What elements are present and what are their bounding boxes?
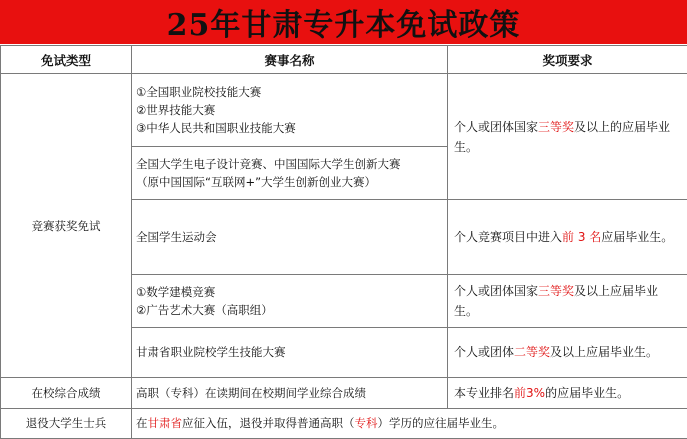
requirement-text: 个人竞赛项目中进入 xyxy=(454,229,563,244)
requirement-text: 个人或团体国家 xyxy=(454,283,539,298)
requirement-cell xyxy=(448,199,687,274)
veteran-highlight: 专科 xyxy=(354,416,378,431)
event-line: ③中华人民共和国职业技能大赛 xyxy=(136,121,296,136)
event-line: 全国大学生电子设计竞赛、中国国际大学生创新大赛 xyxy=(136,157,401,172)
page-title: 25年甘肃专升本免试政策 xyxy=(166,8,521,43)
requirement-text: 本专业排名 xyxy=(454,385,515,400)
event-cell xyxy=(132,274,448,327)
policy-table xyxy=(0,45,687,439)
event-line: ①数学建模竞赛 xyxy=(136,284,216,299)
requirement-highlight: 三等奖 xyxy=(538,119,575,134)
event-line: 全国学生运动会 xyxy=(136,229,217,244)
type-cell-veteran xyxy=(1,408,132,438)
veteran-text-cell xyxy=(132,408,687,438)
type-cell-competition xyxy=(1,74,132,378)
header-type: 免试类型 xyxy=(1,46,132,74)
type-label: 竞赛获奖免试 xyxy=(31,218,101,233)
veteran-highlight: 甘肃省 xyxy=(147,416,182,431)
requirement-cell xyxy=(448,327,687,378)
requirement-highlight: 前3% xyxy=(514,385,546,400)
requirement-highlight: 二等奖 xyxy=(514,345,551,360)
header-requirement: 奖项要求 xyxy=(448,46,687,74)
event-cell xyxy=(132,147,448,200)
requirement-text: 个人或团体国家 xyxy=(454,119,539,134)
event-cell xyxy=(132,74,448,147)
table-row xyxy=(1,408,687,438)
veteran-text: 应征入伍，退役并取得普通高职（ xyxy=(182,416,355,431)
requirement-text: 应届毕业生。 xyxy=(601,229,674,244)
event-line: ①全国职业院校技能大赛 xyxy=(136,85,262,100)
event-line: 高职（专科）在读期间在校期间学业综合成绩 xyxy=(136,385,366,400)
type-cell-academic xyxy=(1,378,132,408)
event-line: ②广告艺术大赛（高职组） xyxy=(136,302,273,317)
requirement-text: 及以上应届毕业生。 xyxy=(454,283,659,318)
event-line: （原中国国际“互联网+”大学生创新创业大赛） xyxy=(136,175,377,190)
table-row xyxy=(1,378,687,408)
requirement-highlight: 三等奖 xyxy=(538,283,575,298)
header-event: 赛事名称 xyxy=(132,46,448,74)
requirement-cell xyxy=(448,274,687,327)
event-cell xyxy=(132,378,448,408)
requirement-text: 及以上应届毕业生。 xyxy=(550,345,659,360)
event-cell xyxy=(132,327,448,378)
requirement-cell xyxy=(448,74,687,200)
event-line: 甘肃省职业院校学生技能大赛 xyxy=(136,345,286,360)
veteran-text: 在 xyxy=(136,416,148,431)
title-banner xyxy=(0,0,687,44)
table-row xyxy=(1,74,687,147)
requirement-text: 及以上的应届毕业生。 xyxy=(454,119,671,154)
event-cell xyxy=(132,199,448,274)
type-label: 退役大学生士兵 xyxy=(25,416,107,431)
type-label: 在校综合成绩 xyxy=(31,385,101,400)
requirement-cell xyxy=(448,378,687,408)
header-row xyxy=(1,46,687,74)
requirement-text: 个人或团体 xyxy=(454,345,515,360)
veteran-text: ）学历的应往届毕业生。 xyxy=(377,416,504,431)
event-line: ②世界技能大赛 xyxy=(136,103,216,118)
requirement-text: 的应届毕业生。 xyxy=(545,385,630,400)
requirement-highlight: 前 3 名 xyxy=(562,229,602,244)
